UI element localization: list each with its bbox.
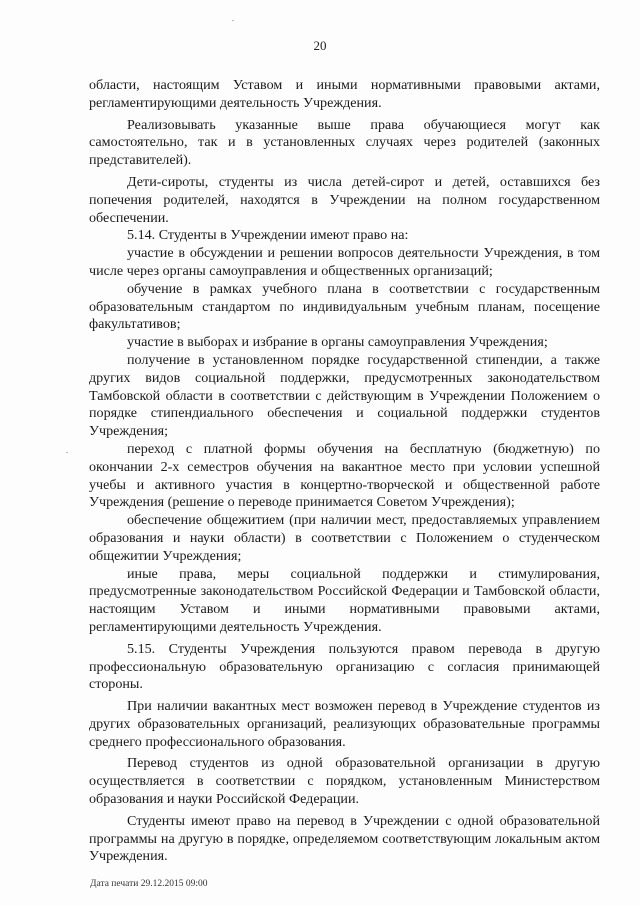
page-number: 20 (313, 38, 327, 53)
paragraph: обеспечение общежитием (при наличии мест, предоставляемых управлением образования и науки области) в соответствии с Положением о студенческом общежитии Учреждения; (89, 512, 600, 564)
paragraph: переход с платной формы обучения на бесплатную (бюджетную) по окончании 2-х семестров обучения на вакантное место при условии успешной учебы и активного участия в концертно-творческой и общественной работе Учреждения (решение о переводе принимается Советом Учреждения); (89, 440, 600, 511)
scan-speck (66, 452, 68, 453)
paragraph: Студенты имеют право на перевод в Учреждении с одной образовательной программы на другую в порядке, определяемом соответствующим локальным актом Учреждения. (89, 812, 600, 865)
paragraph: Перевод студентов из одной образовательной организации в другую осуществляется в соответствии с порядком, установленным Министерством образования и науки Российской Федерации. (89, 755, 600, 808)
paragraph: 5.15. Студенты Учреждения пользуются правом перевода в другую профессиональную образовательную организацию с согласия принимающей стороны. (89, 640, 600, 693)
paragraph: иные права, меры социальной поддержки и стимулирования, предусмотренные законодательством Российской Федерации и Тамбовской области, настоящим Уставом и иными нормативными правовыми актами, регламентирующими деятельность Учреждения. (89, 565, 600, 635)
paragraph: обучение в рамках учебного плана в соответствии с государственным образовательным стандартом по индивидуальным учебным планам, посещение факультативов; (89, 280, 600, 333)
paragraph: получение в установленном порядке государственной стипендии, а также других видов социальной поддержки, предусмотренных законодательством Тамбовской области в соответствии с действующим в Учреждении Положением о порядке стипендиального обеспечения и социальной поддержки студентов Учреждения; (89, 351, 600, 440)
paragraph: области, настоящим Уставом и иными нормативными правовыми актами, регламентирующими деятельность Учреждения. (89, 77, 600, 111)
print-date-footer: Дата печати 29.12.2015 09:00 (90, 879, 208, 889)
paragraph: Реализовывать указанные выше права обучающиеся могут как самостоятельно, так и в установленных случаях через родителей (законных представителей). (89, 116, 600, 169)
document-body (89, 77, 600, 866)
paragraph: Дети-сироты, студенты из числа детей-сирот и детей, оставшихся без попечения родителей, находятся в Учреждении на полном государственном обеспечении. (89, 173, 600, 226)
paragraph: При наличии вакантных мест возможен перевод в Учреждение студентов из других образовательных организаций, реализующих образовательные программы среднего профессионального образования. (89, 698, 600, 750)
paragraph: участие в выборах и избрание в органы самоуправления Учреждения; (127, 334, 548, 351)
paragraph: 5.14. Студенты в Учреждении имеют право на: (127, 227, 409, 244)
paragraph: участие в обсуждении и решении вопросов деятельности Учреждения, в том числе через органы самоуправления и общественных организаций; (89, 245, 600, 279)
scan-speck (232, 20, 234, 21)
